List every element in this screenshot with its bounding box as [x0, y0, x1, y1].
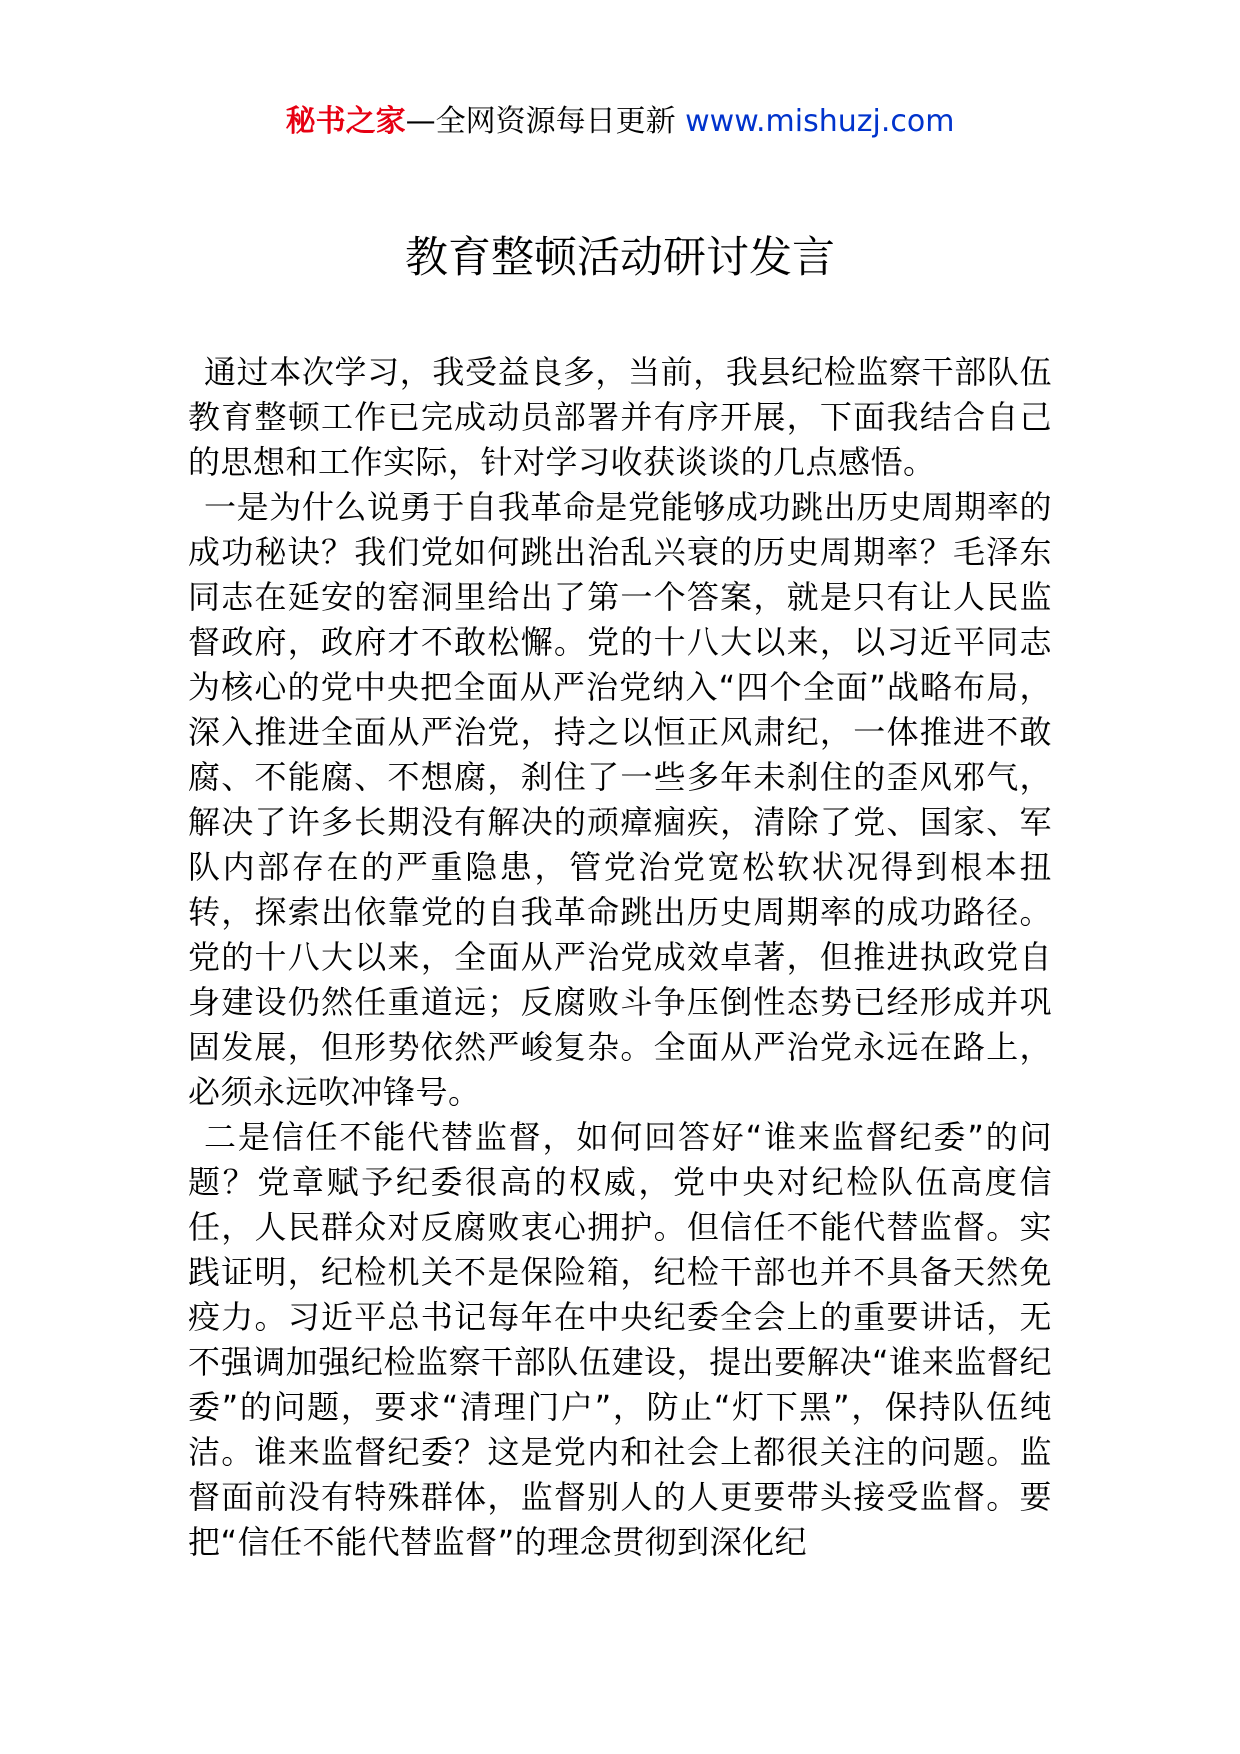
paragraph-point-one: 一是为什么说勇于自我革命是党能够成功跳出历史周期率的成功秘诀？我们党如何跳出治乱兴衰的历史周期率？毛泽东同志在延安的窑洞里给出了第一个答案，就是只有让人民监督政府，政府才不敢松懈。党的十八大以来，以习近平同志为核心的党中央把全面从严治党纳入“四个全面”战略布局，深入推进全面从严治党，持之以恒正风肃纪，一体推进不敢腐、不能腐、不想腐，刹住了一些多年未刹住的歪风邪气，解决了许多长期没有解决的顽瘴痼疾，清除了党、国家、军队内部存在的严重隐患，管党治党宽松软状况得到根本扭转，探索出依靠党的自我革命跳出历史周期率的成功路径。党的十八大以来，全面从严治党成效卓著，但推进执政党自身建设仍然任重道远；反腐败斗争压倒性态势已经形成并巩固发展，但形势依然严峻复杂。全面从严治党永远在路上，必须永远吹冲锋号。	[188, 488, 1052, 1111]
paragraph-intro: 通过本次学习，我受益良多，当前，我县纪检监察干部队伍教育整顿工作已完成动员部署并有序开展，下面我结合自己的思想和工作实际，针对学习收获谈谈的几点感悟。	[188, 353, 1052, 481]
document-title: 教育整顿活动研讨发言	[405, 233, 835, 283]
site-slogan: —全网资源每日更新	[405, 104, 676, 139]
site-header	[0, 100, 1240, 144]
paragraph-point-two: 二是信任不能代替监督，如何回答好“谁来监督纪委”的问题？党章赋予纪委很高的权威，党中央对纪检队伍高度信任，人民群众对反腐败衷心拥护。但信任不能代替监督。实践证明，纪检机关不是保险箱，纪检干部也并不具备天然免疫力。习近平总书记每年在中央纪委全会上的重要讲话，无不强调加强纪检监察干部队伍建设，提出要解决“谁来监督纪委”的问题，要求“清理门户”，防止“灯下黑”，保持队伍纯洁。谁来监督纪委？这是党内和社会上都很关注的问题。监督面前没有特殊群体，监督别人的人更要带头接受监督。要把“信任不能代替监督”的理念贯彻到深化纪	[188, 1118, 1052, 1561]
document-body	[188, 350, 1052, 1565]
site-url-link[interactable]: www.mishuzj.com	[685, 104, 955, 139]
site-brand: 秘书之家	[285, 104, 406, 139]
